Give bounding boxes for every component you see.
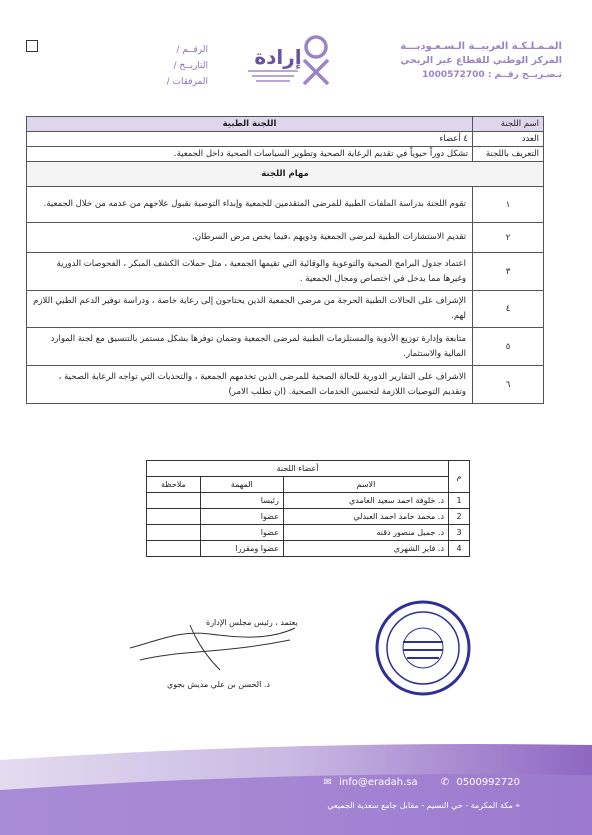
logo-text: إرادة (254, 45, 302, 69)
member-note (147, 525, 201, 541)
task-text: الاشراف على التقارير الدورية للحالة الصحية للمرضى الذين تخدمهم الجمعية ، والتحديات التي تواجه الرعاية الصحية ، وتقديم التوصيات اللازمة لتحسين الخدمات الصحية. (ان تطلب الامر) (27, 366, 473, 404)
ref-date-label: التاريــخ / (173, 61, 208, 71)
official-stamp (373, 598, 473, 698)
committee-table (26, 116, 544, 404)
member-name: د. محمد حامد احمد العبدلي (283, 509, 448, 525)
table-row (147, 525, 470, 541)
approve-text: يعتمد ، رئيس مجلس الإدارة (206, 618, 298, 627)
phone-icon: ✆ (440, 777, 450, 788)
members-col-num: م (449, 461, 470, 493)
task-text: متابعة وإدارة توزيع الأدوية والمستلزمات الطبية لمرضى الجمعية وضمان توفرها بشكل مستمر بالتنسيق مع لجنة الموارد المالية والاستثمار. (27, 328, 473, 366)
organization-header (392, 40, 562, 82)
task-number: ١ (473, 187, 544, 223)
committee-name-label: اسم اللجنة (473, 117, 544, 132)
checkbox[interactable] (26, 40, 38, 52)
member-note (147, 509, 201, 525)
task-text: تقديم الاستشارات الطبية لمرضى الجمعية وذويهم ،فيما يخص مرض السرطان. (27, 223, 473, 253)
member-num: 3 (449, 525, 470, 541)
org-center: المركز الوطني للقطاع غير الربحي (400, 55, 562, 66)
member-note (147, 541, 201, 557)
members-col-name: الاسم (283, 477, 448, 493)
members-title: أعضاء اللجنة (147, 461, 449, 477)
ref-attachments-label: المرفقات / (166, 77, 208, 87)
member-num: 2 (449, 509, 470, 525)
member-num: 4 (449, 541, 470, 557)
eradah-logo (238, 30, 346, 92)
reference-fields (128, 42, 208, 90)
member-role: عضوا ومقررا (200, 541, 283, 557)
member-name: د. جميل منصور دقنه (283, 525, 448, 541)
org-license: تـصـريــح رقــم : 1000572700 (422, 70, 562, 80)
member-num: 1 (449, 493, 470, 509)
ref-number-label: الرقــم / (176, 45, 208, 55)
committee-definition-value: تشكل دوراً حيوياً في تقديم الرعاية الصحية وتطوير السياسات الصحية داخل الجمعية. (27, 147, 473, 162)
members-table (146, 460, 470, 557)
task-number: ٢ (473, 223, 544, 253)
footer-address (327, 801, 520, 811)
task-text: تقوم اللجنة بدراسة الملفات الطبية للمرضى المتقدمين للجمعية وإبداء التوصية بقبول علاجهم من عدمه من خلال الجمعية. (27, 187, 473, 223)
members-col-role: المهمة (200, 477, 283, 493)
email-icon: ✉ (323, 777, 332, 788)
member-role: عضوا (200, 525, 283, 541)
tasks-title: مهام اللجنة (27, 162, 544, 187)
task-number: ٥ (473, 328, 544, 366)
task-text: اعتماد جدول البرامج الصحية والتوعوية والوقائية التي تقيمها الجمعية ، مثل حملات الكشف المبكر ، الفحوصات الدورية وغيرها مما يدخل في اختصاص ومجال الجمعية . (27, 253, 473, 291)
table-row (147, 541, 470, 557)
member-role: عضوا (200, 509, 283, 525)
task-text: الإشراف على الحالات الطبية الحرجة من مرضى الجمعية الذين يحتاجون إلى رعاية خاصة ، ودراسة توفير الدعم الطبي اللازم لهم. (27, 291, 473, 328)
member-role: رئيسا (200, 493, 283, 509)
location-icon: ⌖ (512, 801, 520, 810)
footer-email: info@eradah.sa (339, 777, 418, 788)
member-name: د. خلوفة احمد سعيد الغامدي (283, 493, 448, 509)
footer-address-text: مكة المكرمة - حي النسيم - مقابل جامع سعدية الجميعي (327, 801, 513, 810)
footer-contacts (320, 777, 520, 788)
committee-count-value: ٤ أعضاء (27, 132, 473, 147)
members-col-note: ملاحظة (147, 477, 201, 493)
task-number: ٦ (473, 366, 544, 404)
member-note (147, 493, 201, 509)
committee-name-value: اللجنة الطبية (27, 117, 473, 132)
table-row (147, 493, 470, 509)
footer-background (0, 700, 592, 835)
task-number: ٣ (473, 253, 544, 291)
org-country: المـمـلـكـة العربيــة الـسـعـوديـــة (400, 41, 562, 52)
committee-count-label: العدد (473, 132, 544, 147)
task-number: ٤ (473, 291, 544, 328)
footer-phone: 0500992720 (456, 777, 520, 788)
table-row (147, 509, 470, 525)
committee-definition-label: التعريف باللجنة (473, 147, 544, 162)
member-name: د. فايز الشهري (283, 541, 448, 557)
signer-name: د. الحسن بن علي مديش بجوي (167, 680, 270, 689)
